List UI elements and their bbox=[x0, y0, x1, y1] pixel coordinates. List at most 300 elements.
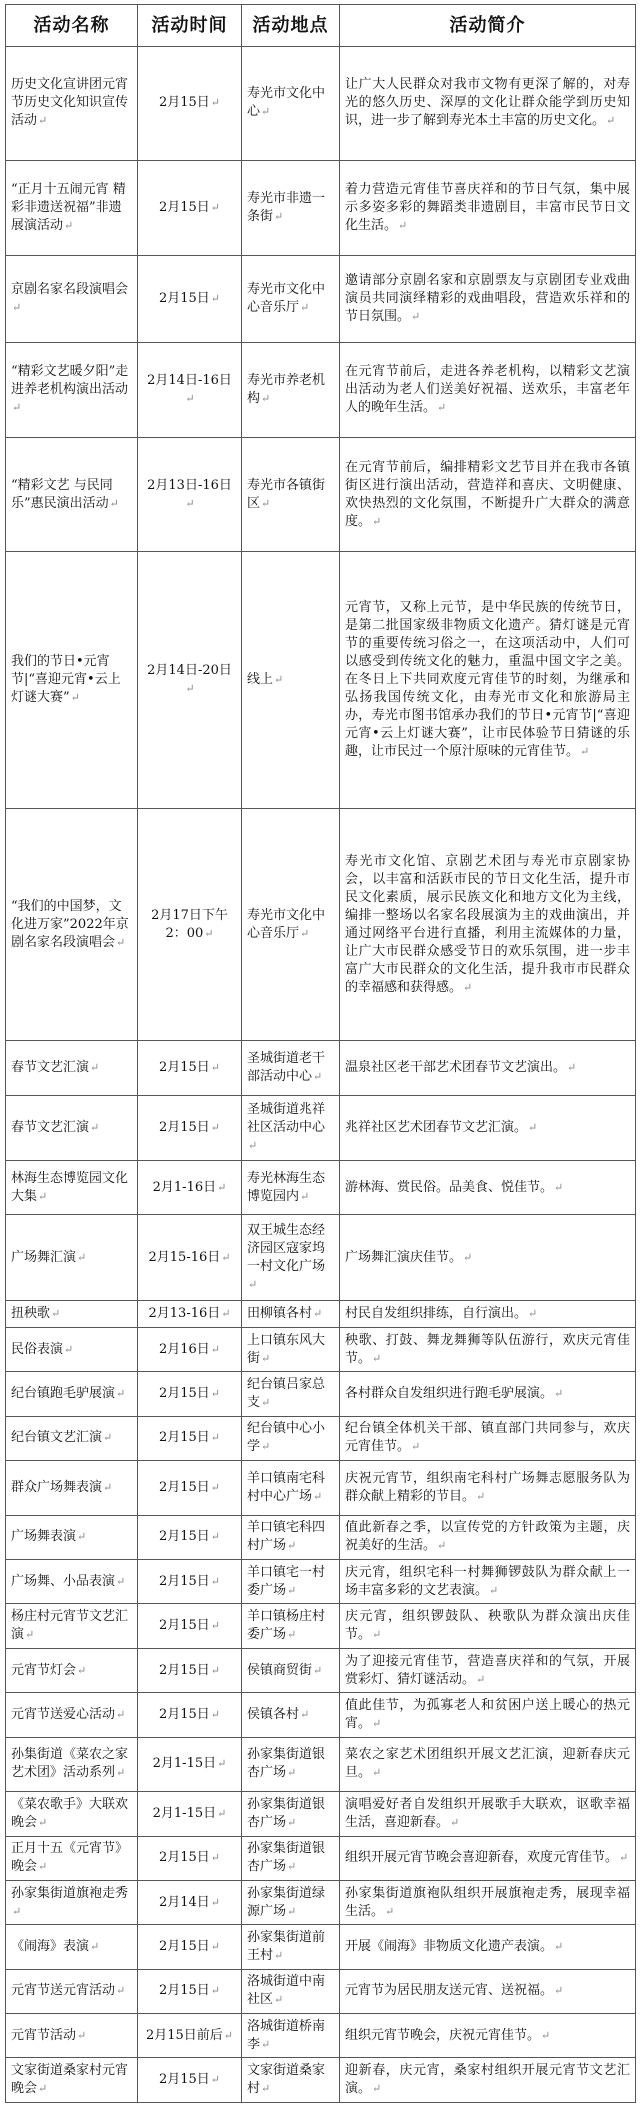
activity-time-cell bbox=[138, 1969, 242, 2013]
paragraph-mark-icon: ↵ bbox=[274, 673, 284, 687]
activity-description-cell bbox=[340, 1328, 636, 1372]
paragraph-mark-icon: ↵ bbox=[287, 1539, 297, 1553]
activity-place-text: 侯镇商贸街 bbox=[247, 1662, 313, 1678]
activity-place-cell bbox=[242, 160, 340, 256]
activity-description-text: 开展《闹海》非物质文化遗产表演。 bbox=[345, 1938, 554, 1954]
paragraph-mark-icon: ↵ bbox=[528, 1306, 538, 1320]
paragraph-mark-icon: ↵ bbox=[210, 1939, 221, 1953]
activity-description-text: 秧歌、打鼓、舞龙舞狮等队伍游行，欢庆元宵佳节。 bbox=[345, 1332, 630, 1366]
activity-name-cell bbox=[6, 1792, 138, 1836]
table-row bbox=[6, 1328, 636, 1372]
paragraph-mark-icon: ↵ bbox=[210, 1984, 221, 1998]
paragraph-mark-icon: ↵ bbox=[25, 1628, 35, 1642]
activity-description-text: 庆元宵，组织宅科一村舞狮锣鼓队为群众献上一场丰富多彩的文艺表演。 bbox=[345, 1564, 630, 1598]
paragraph-mark-icon: ↵ bbox=[210, 1387, 221, 1401]
paragraph-mark-icon: ↵ bbox=[77, 1530, 87, 1544]
activity-name-cell bbox=[6, 2013, 138, 2057]
activity-place-text: 文家街道桑家村 bbox=[247, 2063, 326, 2097]
paragraph-mark-icon: ↵ bbox=[489, 1583, 499, 1597]
activity-time-cell bbox=[138, 1925, 242, 1969]
paragraph-mark-icon: ↵ bbox=[116, 1707, 126, 1721]
activity-time-cell bbox=[138, 1215, 242, 1300]
activity-name-cell bbox=[6, 1925, 138, 1969]
paragraph-mark-icon: ↵ bbox=[261, 496, 271, 510]
activity-time-text: 2月15日 bbox=[158, 1119, 210, 1135]
activity-place-cell bbox=[242, 1095, 340, 1160]
activity-name-text: 文家街道桑家村元宵晚会 bbox=[11, 2063, 129, 2097]
activity-name-cell bbox=[6, 1095, 138, 1160]
activity-place-text: 洛城街道中南社区 bbox=[247, 1974, 326, 2008]
activity-name-cell bbox=[6, 1041, 138, 1096]
activity-place-text: 孙家集街道前王村 bbox=[247, 1929, 326, 1963]
activity-place-text: 寿光市非遗一条街 bbox=[247, 191, 326, 225]
paragraph-mark-icon: ↵ bbox=[38, 1860, 48, 1874]
paragraph-mark-icon: ↵ bbox=[287, 1815, 297, 1829]
activity-place-text: 孙家集街道银杏广场 bbox=[247, 1796, 326, 1830]
paragraph-mark-icon: ↵ bbox=[116, 935, 126, 949]
paragraph-mark-icon: ↵ bbox=[38, 1189, 48, 1203]
activity-time-text: 2月15日前后 bbox=[145, 2027, 223, 2043]
activity-description-text: 各村群众自发组织进行跑毛驴展演。 bbox=[345, 1386, 554, 1402]
paragraph-mark-icon: ↵ bbox=[528, 1120, 538, 1134]
activity-name-cell bbox=[6, 438, 138, 552]
paragraph-mark-icon: ↵ bbox=[185, 496, 195, 510]
activity-place-text: 孙家集街道银杏广场 bbox=[247, 1841, 326, 1875]
activity-description-cell bbox=[340, 552, 636, 809]
paragraph-mark-icon: ↵ bbox=[398, 219, 408, 233]
activity-description-cell bbox=[340, 160, 636, 256]
activity-name-cell bbox=[6, 47, 138, 161]
paragraph-mark-icon: ↵ bbox=[437, 1539, 447, 1553]
paragraph-mark-icon: ↵ bbox=[90, 1120, 100, 1134]
activity-time-text: 2月16日 bbox=[158, 1341, 210, 1357]
table-row bbox=[6, 1693, 636, 1737]
activity-description-cell bbox=[340, 1416, 636, 1460]
activity-name-text: 林海生态博览园文化大集 bbox=[11, 1170, 129, 1204]
paragraph-mark-icon: ↵ bbox=[372, 2082, 382, 2096]
activity-name-cell bbox=[6, 1372, 138, 1416]
activity-description-cell bbox=[340, 1300, 636, 1327]
activity-name-text: 《菜农歌手》大联欢晚会 bbox=[11, 1796, 129, 1830]
paragraph-mark-icon: ↵ bbox=[313, 1489, 323, 1503]
activity-description-cell bbox=[340, 1648, 636, 1692]
paragraph-mark-icon: ↵ bbox=[261, 105, 271, 119]
activity-time-text: 2月15日 bbox=[158, 1618, 210, 1634]
paragraph-mark-icon: ↵ bbox=[300, 1189, 310, 1203]
table-row bbox=[6, 1648, 636, 1692]
activity-name-cell bbox=[6, 1648, 138, 1692]
paragraph-mark-icon: ↵ bbox=[103, 1480, 113, 1494]
table-row bbox=[6, 342, 636, 438]
paragraph-mark-icon: ↵ bbox=[287, 1628, 297, 1642]
paragraph-mark-icon: ↵ bbox=[210, 1663, 221, 1677]
activity-name-cell bbox=[6, 1215, 138, 1300]
activity-time-cell bbox=[138, 1604, 242, 1648]
activity-name-text: 孙家集街道旗袍走秀 bbox=[11, 1885, 129, 1901]
activity-description-text: 组织元宵节晚会，庆祝元宵佳节。 bbox=[345, 2027, 541, 2043]
activity-time-cell bbox=[138, 1792, 242, 1836]
paragraph-mark-icon: ↵ bbox=[476, 1672, 486, 1686]
activity-place-cell bbox=[242, 1737, 340, 1792]
activity-description-text: 庆祝元宵节，组织南宅科村广场舞志愿服务队为群众献上精彩的节目。 bbox=[345, 1470, 630, 1504]
paragraph-mark-icon: ↵ bbox=[210, 1895, 221, 1909]
activity-place-text: 上口镇东风大街 bbox=[247, 1332, 326, 1366]
activity-place-text: 圣城街道兆祥社区活动中心 bbox=[247, 1101, 326, 1135]
paragraph-mark-icon: ↵ bbox=[38, 2082, 48, 2096]
activity-time-text: 2月13-16日 bbox=[148, 1305, 221, 1321]
activity-description-text: 庆元宵，组织锣鼓队、秧歌队为群众演出庆佳节。 bbox=[345, 1609, 630, 1643]
activity-name-text: 京剧名家名段演唱会 bbox=[11, 282, 129, 298]
paragraph-mark-icon: ↵ bbox=[185, 392, 195, 406]
activity-description-text: 菜农之家艺术团组织开展文艺汇演，迎新春庆元旦。 bbox=[345, 1747, 630, 1781]
activity-description-text: 兆祥社区艺术团春节文艺汇演。 bbox=[345, 1119, 528, 1135]
activity-name-cell bbox=[6, 1560, 138, 1604]
paragraph-mark-icon: ↵ bbox=[210, 1061, 221, 1075]
paragraph-mark-icon: ↵ bbox=[12, 1904, 22, 1918]
activity-description-cell bbox=[340, 47, 636, 161]
activity-place-text: 侯镇各村 bbox=[247, 1706, 300, 1722]
activity-place-text: 寿光市文化中心 bbox=[247, 86, 326, 120]
paragraph-mark-icon: ↵ bbox=[64, 219, 74, 233]
table-row bbox=[6, 1300, 636, 1327]
paragraph-mark-icon: ↵ bbox=[287, 1766, 297, 1780]
activity-time-cell bbox=[138, 552, 242, 809]
table-row bbox=[6, 1836, 636, 1880]
paragraph-mark-icon: ↵ bbox=[372, 1766, 382, 1780]
paragraph-mark-icon: ↵ bbox=[217, 1180, 227, 1194]
paragraph-mark-icon: ↵ bbox=[77, 1663, 87, 1677]
activity-description-text: 为了迎接元宵佳节，营造喜庆祥和的气氛，开展赏彩灯、猜灯谜活动。 bbox=[345, 1653, 630, 1687]
activity-place-cell bbox=[242, 1300, 340, 1327]
activity-description-text: 寿光市文化馆、京剧艺术团与寿光市京剧家协会，以丰富和活跃市民的节日文化生活，提升市民文化素质，展示民族文化和地方文化为主线，编排一整场以名家名段展演为主的戏曲演出，并通过网络平台进行直播，利用主流媒体的力量，让广大市民群众感受节日的欢乐氛围，进一步丰富广大市民群众的文化生活，提升我市市民群众的幸福感和获得感。 bbox=[345, 853, 630, 995]
activity-place-cell bbox=[242, 1515, 340, 1559]
paragraph-mark-icon: ↵ bbox=[554, 1984, 564, 1998]
activity-time-text: 2月1-16日 bbox=[152, 1179, 217, 1195]
activity-place-text: 纪台镇吕家总支 bbox=[247, 1377, 326, 1411]
activity-name-cell bbox=[6, 1969, 138, 2013]
activity-name-text: 春节文艺汇演 bbox=[11, 1119, 90, 1135]
paragraph-mark-icon: ↵ bbox=[300, 926, 310, 940]
activity-place-cell bbox=[242, 2013, 340, 2057]
activity-name-cell bbox=[6, 1836, 138, 1880]
activity-time-cell bbox=[138, 1041, 242, 1096]
activity-name-text: 扭秧歌 bbox=[11, 1305, 51, 1321]
activity-place-cell bbox=[242, 438, 340, 552]
activity-time-text: 2月14日-16日 bbox=[147, 373, 232, 389]
activity-place-cell bbox=[242, 1792, 340, 1836]
paragraph-mark-icon: ↵ bbox=[217, 1806, 227, 1820]
activity-description-cell bbox=[340, 809, 636, 1041]
paragraph-mark-icon: ↵ bbox=[437, 401, 447, 415]
activity-place-cell bbox=[242, 1604, 340, 1648]
header-activity-name: 活动名称 bbox=[6, 5, 138, 47]
activity-description-text: 在元宵节前后，走进各养老机构，以精彩文艺演出活动为老人们送美好祝福、送欢乐，丰富老年人的晚年生活。 bbox=[345, 364, 630, 416]
activity-place-text: 寿光市养老机构 bbox=[247, 373, 326, 407]
activity-place-cell bbox=[242, 47, 340, 161]
activity-name-text: 群众广场舞表演 bbox=[11, 1479, 103, 1495]
paragraph-mark-icon: ↵ bbox=[64, 1342, 74, 1356]
activity-description-cell bbox=[340, 1737, 636, 1792]
paragraph-mark-icon: ↵ bbox=[541, 2028, 551, 2042]
activity-description-cell bbox=[340, 1515, 636, 1559]
paragraph-mark-icon: ↵ bbox=[554, 1180, 564, 1194]
activity-description-text: 演唱爱好者自发组织开展歌手大联欢，讴歌幸福生活，喜迎新春。 bbox=[345, 1796, 630, 1830]
activity-place-text: 纪台镇中心小学 bbox=[247, 1421, 326, 1455]
table-row bbox=[6, 1416, 636, 1460]
activity-time-cell bbox=[138, 1880, 242, 1924]
activity-place-text: 双王城生态经济园区寇家坞一村文化广场 bbox=[247, 1222, 326, 1274]
table-row bbox=[6, 1160, 636, 1215]
paragraph-mark-icon: ↵ bbox=[51, 1306, 61, 1320]
activity-description-cell bbox=[340, 2013, 636, 2057]
table-row bbox=[6, 1515, 636, 1559]
paragraph-mark-icon: ↵ bbox=[12, 301, 22, 315]
activity-description-cell bbox=[340, 2058, 636, 2103]
paragraph-mark-icon: ↵ bbox=[248, 1138, 258, 1152]
activity-name-cell bbox=[6, 1604, 138, 1648]
activity-time-cell bbox=[138, 1300, 242, 1327]
activity-place-cell bbox=[242, 1693, 340, 1737]
activity-name-text: 历史文化宣讲团元宵节历史文化知识宣传活动 bbox=[11, 77, 129, 129]
activity-name-text: 正月十五《元宵节》晚会 bbox=[11, 1841, 129, 1875]
activity-time-cell bbox=[138, 2058, 242, 2103]
activity-description-text: 让广大人民群众对我市文物有更深了解的，对寿光的悠久历史、深厚的文化让群众能学到历史知识，进一步了解到寿光本土丰富的历史文化。 bbox=[345, 77, 630, 129]
activity-name-cell bbox=[6, 1328, 138, 1372]
activity-description-text: 在元宵节前后，编排精彩文艺节目并在我市各镇街区进行演出活动，营造祥和喜庆、文明健康、欢快热烈的文化氛围，不断提升广大群众的满意度。 bbox=[345, 459, 630, 529]
activity-name-cell bbox=[6, 1880, 138, 1924]
activity-name-text: 纪台镇跑毛驴展演 bbox=[11, 1386, 116, 1402]
activity-place-text: 孙家集街道银杏广场 bbox=[247, 1747, 326, 1781]
activity-place-text: 寿光市各镇街区 bbox=[247, 477, 326, 511]
table-row bbox=[6, 2058, 636, 2103]
table-row bbox=[6, 47, 636, 161]
header-activity-description: 活动简介 bbox=[340, 5, 636, 47]
activity-place-text: 羊口镇宅科四村广场 bbox=[247, 1520, 326, 1554]
activity-place-cell bbox=[242, 552, 340, 809]
activity-description-text: 邀请部分京剧名家和京剧票友与京剧团专业戏曲演员共同演绎精彩的戏曲唱段，营造欢乐祥和的节日氛围。 bbox=[345, 273, 630, 325]
activity-place-text: 洛城街道桥南李 bbox=[247, 2018, 326, 2052]
activity-name-text: “精彩文艺 与民同乐”惠民演出活动 bbox=[11, 477, 113, 511]
activity-name-cell bbox=[6, 1160, 138, 1215]
activity-description-text: 游林海、赏民俗。品美食、悦佳节。 bbox=[345, 1179, 554, 1195]
activity-time-cell bbox=[138, 1095, 242, 1160]
activity-description-cell bbox=[340, 256, 636, 342]
activity-name-cell bbox=[6, 342, 138, 438]
activity-description-cell bbox=[340, 1095, 636, 1160]
activity-description-cell bbox=[340, 1372, 636, 1416]
header-activity-time: 活动时间 bbox=[138, 5, 242, 47]
paragraph-mark-icon: ↵ bbox=[77, 1250, 87, 1264]
activity-time-cell bbox=[138, 438, 242, 552]
activity-description-text: 着力营造元宵佳节喜庆祥和的节日气氛，集中展示多姿多彩的舞蹈类非遗剧目，丰富市民节日文化生活。 bbox=[345, 182, 630, 234]
activity-time-text: 2月14日 bbox=[158, 1894, 210, 1910]
activity-place-cell bbox=[242, 256, 340, 342]
paragraph-mark-icon: ↵ bbox=[372, 1716, 382, 1730]
activity-place-cell bbox=[242, 1880, 340, 1924]
activity-time-cell bbox=[138, 160, 242, 256]
activity-description-cell bbox=[340, 1880, 636, 1924]
activity-name-cell bbox=[6, 1693, 138, 1737]
activity-place-text: 羊口镇宅一村委广场 bbox=[247, 1564, 326, 1598]
paragraph-mark-icon: ↵ bbox=[261, 1440, 271, 1454]
activity-name-cell bbox=[6, 1300, 138, 1327]
paragraph-mark-icon: ↵ bbox=[554, 1387, 564, 1401]
activity-place-cell bbox=[242, 1560, 340, 1604]
paragraph-mark-icon: ↵ bbox=[372, 514, 382, 528]
activity-time-text: 2月15日 bbox=[158, 291, 210, 307]
activity-time-cell bbox=[138, 1836, 242, 1880]
paragraph-mark-icon: ↵ bbox=[109, 496, 119, 510]
paragraph-mark-icon: ↵ bbox=[274, 1993, 284, 2007]
table-row bbox=[6, 1372, 636, 1416]
activity-place-text: 羊口镇南宅科村中心广场 bbox=[247, 1470, 326, 1504]
paragraph-mark-icon: ↵ bbox=[210, 292, 221, 306]
paragraph-mark-icon: ↵ bbox=[210, 1431, 221, 1445]
paragraph-mark-icon: ↵ bbox=[210, 1707, 221, 1721]
table-row bbox=[6, 1880, 636, 1924]
activity-place-text: 寿光市文化中心音乐厅 bbox=[247, 907, 326, 941]
table-row bbox=[6, 1925, 636, 1969]
activity-time-cell bbox=[138, 1737, 242, 1792]
activity-description-text: 孙家集街道旗袍队组织开展旗袍走秀，展现幸福生活。 bbox=[345, 1885, 630, 1919]
paragraph-mark-icon: ↵ bbox=[223, 2028, 234, 2042]
activity-name-text: 我们的节日•元宵节|“喜迎元宵•云上灯谜大赛” bbox=[11, 654, 121, 706]
paragraph-mark-icon: ↵ bbox=[287, 1904, 297, 1918]
activity-time-text: 2月15日 bbox=[158, 1479, 210, 1495]
activity-time-cell bbox=[138, 256, 242, 342]
activity-place-text: 圣城街道老干部活动中心 bbox=[247, 1051, 326, 1085]
paragraph-mark-icon: ↵ bbox=[116, 1387, 126, 1401]
paragraph-mark-icon: ↵ bbox=[313, 1306, 323, 1320]
activity-name-text: “我们的中国梦，文化进万家”2022年京剧名家名段演唱会 bbox=[11, 898, 129, 950]
activity-description-text: 元宵节为居民朋友送元宵、送祝福。 bbox=[345, 1983, 554, 1999]
activity-description-cell bbox=[340, 438, 636, 552]
paragraph-mark-icon: ↵ bbox=[116, 1574, 126, 1588]
activity-place-cell bbox=[242, 1328, 340, 1372]
activity-name-cell bbox=[6, 809, 138, 1041]
activity-description-cell bbox=[340, 1925, 636, 1969]
activity-time-text: 2月15日 bbox=[158, 1662, 210, 1678]
activity-time-text: 2月15日 bbox=[158, 2072, 210, 2088]
paragraph-mark-icon: ↵ bbox=[476, 1489, 486, 1503]
activity-time-cell bbox=[138, 1560, 242, 1604]
activity-place-cell bbox=[242, 2058, 340, 2103]
activity-name-text: 广场舞表演 bbox=[11, 1529, 77, 1545]
paragraph-mark-icon: ↵ bbox=[313, 1070, 323, 1084]
paragraph-mark-icon: ↵ bbox=[116, 1984, 126, 1998]
paragraph-mark-icon: ↵ bbox=[261, 2037, 271, 2051]
paragraph-mark-icon: ↵ bbox=[103, 1431, 113, 1445]
paragraph-mark-icon: ↵ bbox=[619, 1851, 629, 1865]
activity-time-cell bbox=[138, 1515, 242, 1559]
activity-name-text: 元宵节送元宵活动 bbox=[11, 1983, 116, 1999]
activity-name-text: 广场舞、小品表演 bbox=[11, 1573, 116, 1589]
activity-time-cell bbox=[138, 1160, 242, 1215]
events-table bbox=[5, 4, 636, 2103]
activity-name-text: 春节文艺汇演 bbox=[11, 1060, 90, 1076]
paragraph-mark-icon: ↵ bbox=[38, 114, 48, 128]
table-row bbox=[6, 552, 636, 809]
activity-description-text: 组织开展元宵节晚会喜迎新春，欢度元宵佳节。 bbox=[345, 1850, 619, 1866]
paragraph-mark-icon: ↵ bbox=[210, 1530, 221, 1544]
paragraph-mark-icon: ↵ bbox=[90, 1061, 100, 1075]
paragraph-mark-icon: ↵ bbox=[210, 2073, 221, 2087]
paragraph-mark-icon: ↵ bbox=[372, 1351, 382, 1365]
activity-time-text: 2月15日 bbox=[158, 1386, 210, 1402]
paragraph-mark-icon: ↵ bbox=[411, 310, 421, 324]
paragraph-mark-icon: ↵ bbox=[116, 1766, 126, 1780]
activity-time-text: 2月15-16日 bbox=[148, 1249, 221, 1265]
activity-name-text: 《闹海》表演 bbox=[11, 1938, 90, 1954]
activity-place-cell bbox=[242, 1648, 340, 1692]
paragraph-mark-icon: ↵ bbox=[300, 301, 310, 315]
paragraph-mark-icon: ↵ bbox=[411, 1440, 421, 1454]
activity-name-cell bbox=[6, 1461, 138, 1516]
activity-time-text: 2月13日-16日 bbox=[147, 477, 232, 493]
activity-place-cell bbox=[242, 1372, 340, 1416]
activity-place-cell bbox=[242, 1969, 340, 2013]
paragraph-mark-icon: ↵ bbox=[185, 682, 195, 696]
activity-time-cell bbox=[138, 1328, 242, 1372]
activity-description-cell bbox=[340, 1461, 636, 1516]
activity-time-cell bbox=[138, 1416, 242, 1460]
paragraph-mark-icon: ↵ bbox=[210, 1342, 221, 1356]
activity-time-text: 2月15日 bbox=[158, 1983, 210, 1999]
activity-place-text: 孙家集街道绿源广场 bbox=[247, 1885, 326, 1919]
activity-time-text: 2月1-15日 bbox=[152, 1756, 217, 1772]
activity-place-text: 田柳镇各村 bbox=[247, 1305, 313, 1321]
paragraph-mark-icon: ↵ bbox=[463, 980, 473, 994]
paragraph-mark-icon: ↵ bbox=[287, 1583, 297, 1597]
activity-time-text: 2月15日 bbox=[158, 200, 210, 216]
activity-name-cell bbox=[6, 2058, 138, 2103]
table-row bbox=[6, 1215, 636, 1300]
table-row bbox=[6, 1604, 636, 1648]
paragraph-mark-icon: ↵ bbox=[463, 1250, 473, 1264]
activity-description-cell bbox=[340, 1693, 636, 1737]
activity-time-cell bbox=[138, 1461, 242, 1516]
table-row bbox=[6, 1737, 636, 1792]
paragraph-mark-icon: ↵ bbox=[261, 2082, 271, 2096]
activity-name-text: 纪台镇文艺汇演 bbox=[11, 1430, 103, 1446]
activity-place-text: 寿光市文化中心音乐厅 bbox=[247, 282, 326, 316]
paragraph-mark-icon: ↵ bbox=[554, 1939, 564, 1953]
paragraph-mark-icon: ↵ bbox=[90, 1939, 100, 1953]
paragraph-mark-icon: ↵ bbox=[274, 210, 284, 224]
paragraph-mark-icon: ↵ bbox=[450, 1815, 460, 1829]
activity-time-text: 2月15日 bbox=[158, 1529, 210, 1545]
activity-name-text: 元宵节送爱心活动 bbox=[11, 1706, 116, 1722]
table-row bbox=[6, 1969, 636, 2013]
activity-name-text: 孙集街道《菜农之家艺术团》活动系列 bbox=[11, 1747, 129, 1781]
activity-name-text: 元宵节活动 bbox=[11, 2027, 77, 2043]
paragraph-mark-icon: ↵ bbox=[567, 1061, 577, 1075]
activity-time-cell bbox=[138, 2013, 242, 2057]
activity-place-cell bbox=[242, 1215, 340, 1300]
paragraph-mark-icon: ↵ bbox=[210, 201, 221, 215]
activity-description-text: 村民自发组织排练，自行演出。 bbox=[345, 1305, 528, 1321]
activity-name-cell bbox=[6, 1737, 138, 1792]
paragraph-mark-icon: ↵ bbox=[210, 1574, 221, 1588]
paragraph-mark-icon: ↵ bbox=[372, 1628, 382, 1642]
activity-time-cell bbox=[138, 1693, 242, 1737]
activity-description-cell bbox=[340, 1160, 636, 1215]
activity-place-text: 线上 bbox=[247, 672, 274, 688]
header-activity-place: 活动地点 bbox=[242, 5, 340, 47]
table-row bbox=[6, 160, 636, 256]
paragraph-mark-icon: ↵ bbox=[221, 1306, 231, 1320]
paragraph-mark-icon: ↵ bbox=[210, 1851, 221, 1865]
